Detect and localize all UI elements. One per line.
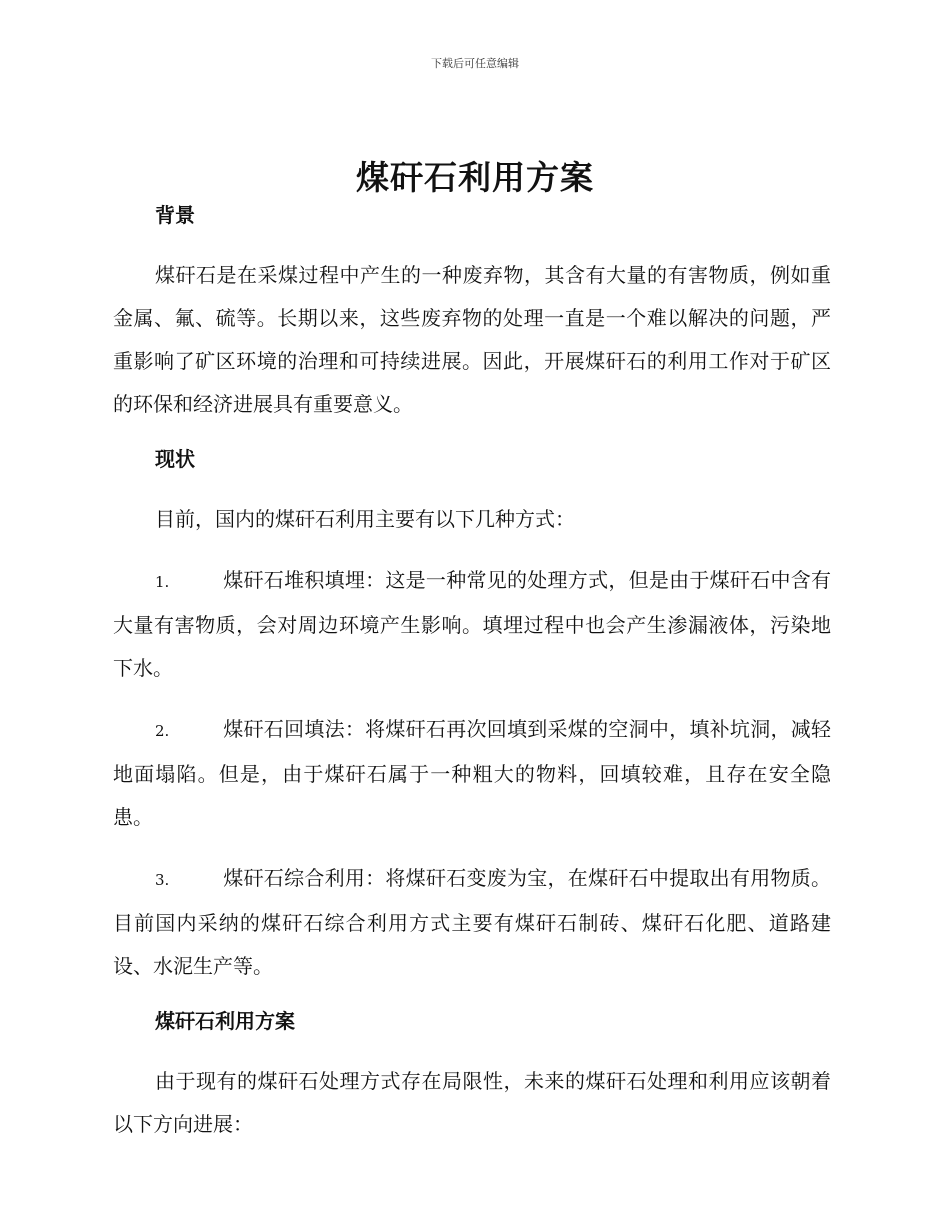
list-item-text: 煤矸石回填法：将煤矸石再次回填到采煤的空洞中，填补坑洞，减轻地面塌陷。但是，由于煤矸石属于一种粗大的物料，回填较难，且存在安全隐患。 (113, 717, 831, 829)
document-body (113, 200, 831, 1146)
document-title: 煤矸石利用方案 (356, 158, 594, 197)
list-item-number: 2. (155, 722, 170, 740)
list-item-text: 煤矸石综合利用：将煤矸石变废为宝，在煤矸石中提取出有用物质。目前国内采纳的煤矸石综合利用方式主要有煤矸石制砖、煤矸石化肥、道路建设、水泥生产等。 (113, 866, 831, 978)
section-heading-status: 现状 (155, 447, 195, 471)
list-item (113, 708, 831, 839)
status-intro: 目前，国内的煤矸石利用主要有以下几种方式： (155, 507, 575, 531)
list-item (113, 857, 831, 988)
page-header: 下载后可任意编辑 (431, 57, 519, 70)
section-heading-plan: 煤矸石利用方案 (155, 1009, 295, 1033)
list-item-text: 煤矸石堆积填埋：这是一种常见的处理方式，但是由于煤矸石中含有大量有害物质，会对周边环境产生影响。填埋过程中也会产生渗漏液体，污染地下水。 (113, 568, 831, 680)
list-item-number: 1. (155, 573, 170, 591)
section-heading-background: 背景 (155, 203, 195, 227)
background-paragraph: 煤矸石是在采煤过程中产生的一种废弃物，其含有大量的有害物质，例如重金属、氟、硫等。长期以来，这些废弃物的处理一直是一个难以解决的问题，严重影响了矿区环境的治理和可持续进展。因此，开展煤矸石的利用工作对于矿区的环保和经济进展具有重要意义。 (113, 263, 831, 416)
list-item (113, 559, 831, 690)
list-item-number: 3. (155, 871, 170, 889)
plan-paragraph: 由于现有的煤矸石处理方式存在局限性，未来的煤矸石处理和利用应该朝着以下方向进展： (113, 1069, 831, 1136)
